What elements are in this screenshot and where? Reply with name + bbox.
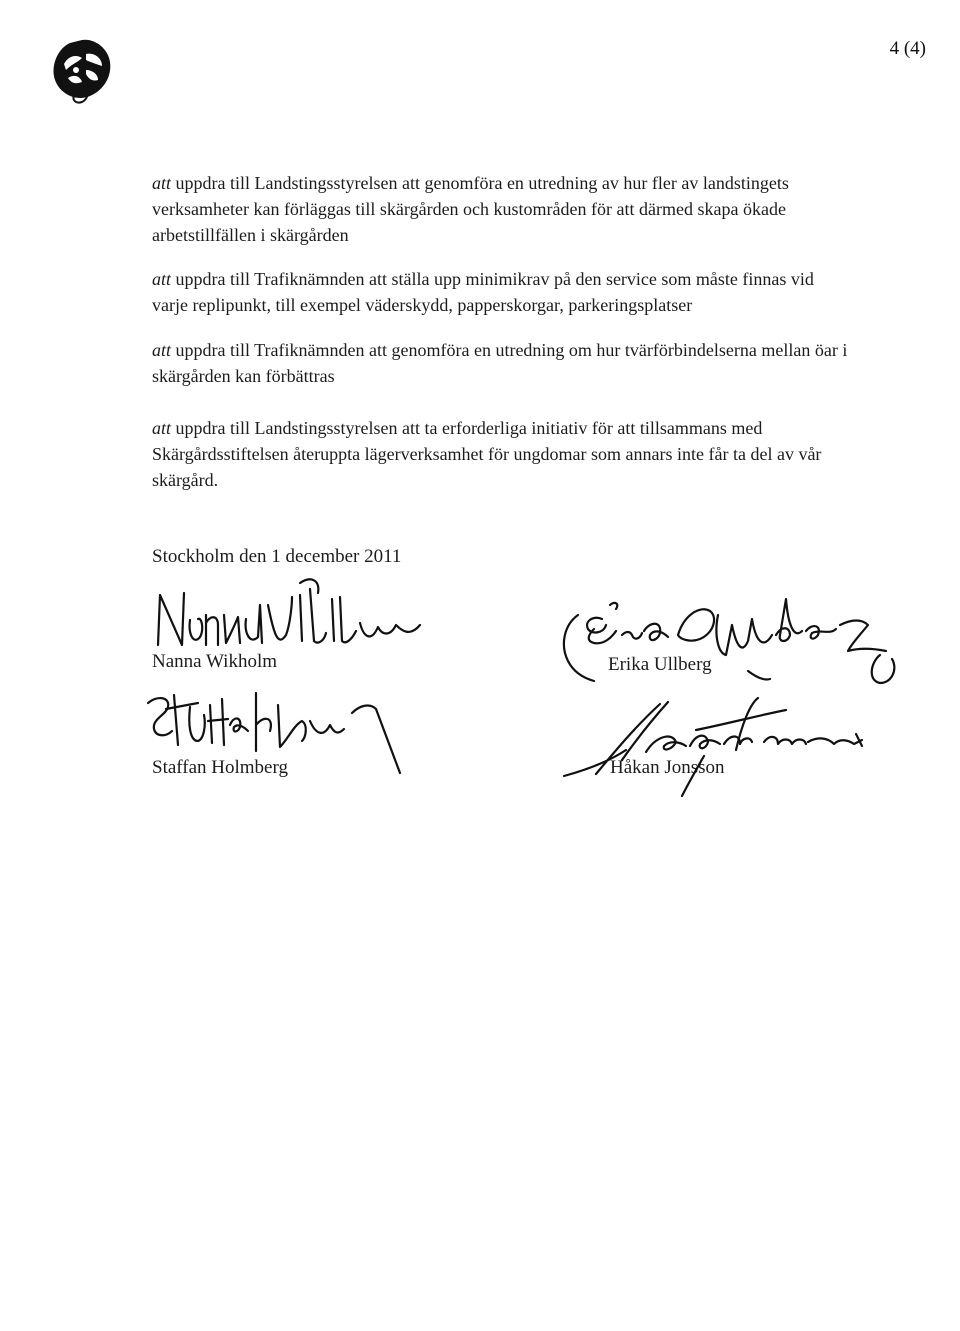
resolution-paragraph bbox=[152, 337, 852, 389]
paragraph-text: uppdra till Landstingsstyrelsen att genomföra en utredning av hur fler av landstingets verksamheter kan förläggas till skärgården och kustområden för att därmed skapa ökade arbetstillfällen i skärgården bbox=[152, 173, 789, 245]
paragraph-text: uppdra till Trafiknämnden att ställa upp minimikrav på den service som måste finnas vid varje replipunkt, till exempel väderskydd, papperskorgar, parkeringsplatser bbox=[152, 269, 814, 315]
signatory-name: Nanna Wikholm bbox=[152, 651, 278, 672]
rose-logo-icon bbox=[46, 34, 118, 106]
signature-staffan-holmberg bbox=[138, 685, 408, 775]
att-lead: att bbox=[152, 269, 172, 289]
att-lead: att bbox=[152, 340, 172, 360]
resolution-paragraph bbox=[152, 415, 852, 493]
signatory-name: Staffan Holmberg bbox=[152, 757, 288, 778]
page-number: 4 (4) bbox=[889, 38, 926, 59]
place-date: Stockholm den 1 december 2011 bbox=[152, 546, 402, 567]
paragraph-text: uppdra till Landstingsstyrelsen att ta erforderliga initiativ för att tillsammans med Skärgårdsstiftelsen återuppta lägerverksamhet för ungdomar som annars inte får ta del av vår skärgård. bbox=[152, 418, 822, 490]
att-lead: att bbox=[152, 418, 172, 438]
signature-hakan-jonsson bbox=[556, 690, 876, 800]
signature-nanna-wikholm bbox=[150, 575, 440, 665]
resolution-paragraph bbox=[152, 266, 852, 318]
resolution-paragraph bbox=[152, 170, 852, 248]
signatory-name: Erika Ullberg bbox=[608, 654, 712, 675]
paragraph-text: uppdra till Trafiknämnden att genomföra en utredning om hur tvärförbindelserna mellan öar i skärgården kan förbättras bbox=[152, 340, 848, 386]
signatory-name: Håkan Jonsson bbox=[610, 757, 725, 778]
att-lead: att bbox=[152, 173, 172, 193]
signature-erika-ullberg bbox=[550, 585, 930, 695]
